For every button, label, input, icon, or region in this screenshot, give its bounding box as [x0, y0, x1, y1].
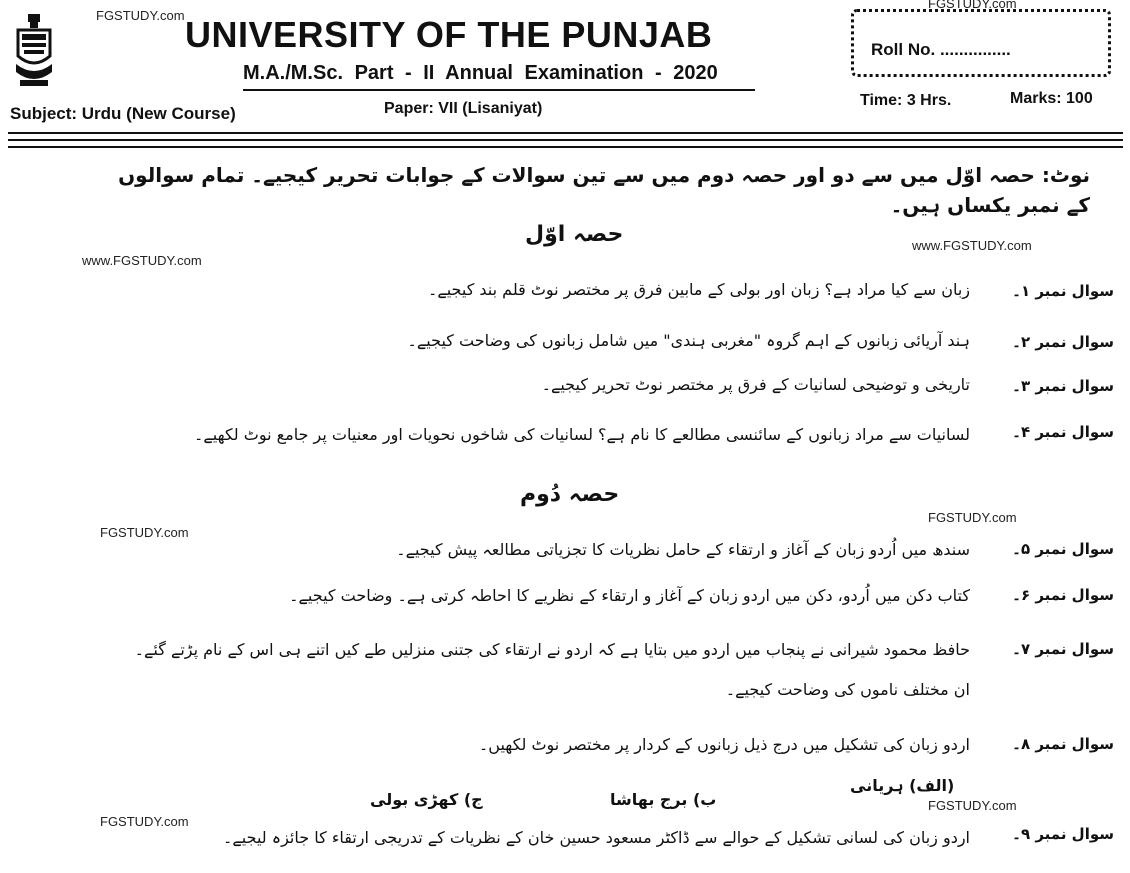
question-7-text-line-1: حافظ محمود شیرانی نے پنجاب میں اردو میں بتایا ہے کہ اردو نے ارتقاء کی جتنی منزلیں طے کیں اتنے ہی اس کے نام پڑتے گئے۔: [134, 640, 970, 659]
exam-title: M.A./M.Sc. Part - II Annual Examination - 2020: [243, 62, 718, 84]
watermark: FGSTUDY.com: [100, 814, 189, 829]
question-5-label: سوال نمبر ۵۔: [1012, 540, 1114, 558]
question-6-label: سوال نمبر ۶۔: [1012, 586, 1114, 604]
watermark: FGSTUDY.com: [928, 0, 1017, 11]
question-8-option-c: ج) کھڑی بولی: [370, 790, 483, 809]
watermark: FGSTUDY.com: [928, 798, 1017, 813]
question-3-label: سوال نمبر ۳۔: [1012, 377, 1114, 395]
watermark: FGSTUDY.com: [928, 510, 1017, 525]
section-2-title: حصہ دُوم: [520, 482, 620, 507]
question-2-text: ہند آریائی زبانوں کے اہم گروہ "مغربی ہندی" میں شامل زبانوں کی وضاحت کیجیے۔: [407, 331, 970, 350]
watermark-top-left: FGSTUDY.com: [96, 8, 185, 23]
university-title: UNIVERSITY OF THE PUNJAB: [185, 14, 713, 55]
watermark: www.FGSTUDY.com: [912, 238, 1032, 253]
question-3-text: تاریخی و توضیحی لسانیات کے فرق پر مختصر نوٹ تحریر کیجیے۔: [541, 375, 970, 394]
header-rule-2: [8, 139, 1123, 141]
section-1-title: حصہ اوّل: [525, 222, 624, 247]
question-8-label: سوال نمبر ۸۔: [1012, 735, 1114, 753]
question-9-label: سوال نمبر ۹۔: [1012, 825, 1114, 843]
question-4-label: سوال نمبر ۴۔: [1012, 423, 1114, 441]
watermark: www.FGSTUDY.com: [82, 253, 202, 268]
time-label: Time: 3 Hrs.: [860, 92, 952, 109]
question-6-text: کتاب دکن میں اُردو، دکن میں اردو زبان کے آغاز و ارتقاء کے نظریے کا احاطہ کرتی ہے۔ وضاحت کیجیے۔: [289, 586, 970, 605]
header-rule-3: [8, 146, 1123, 148]
question-8-text: اردو زبان کی تشکیل میں درج ذیل زبانوں کے کردار پر مختصر نوٹ لکھیں۔: [478, 735, 970, 754]
question-1-label: سوال نمبر ۱۔: [1012, 282, 1114, 300]
question-7-text-line-2: ان مختلف ناموں کی وضاحت کیجیے۔: [725, 680, 970, 699]
watermark: FGSTUDY.com: [100, 525, 189, 540]
question-4-text: لسانیات سے مراد زبانوں کے سائنسی مطالعے کا نام ہے؟ لسانیات کی شاخوں نحویات اور معنیات پر جامع نوٹ لکھیے۔: [194, 425, 970, 444]
question-2-label: سوال نمبر ۲۔: [1012, 333, 1114, 351]
question-9-text: اردو زبان کی لسانی تشکیل کے حوالے سے ڈاکٹر مسعود حسین خان کے نظریات کے تدریجی ارتقاء کا جائزہ لیجیے۔: [223, 828, 970, 847]
question-5-text: سندھ میں اُردو زبان کے آغاز و ارتقاء کے حامل نظریات کا تجزیاتی مطالعہ پیش کیجیے۔: [396, 540, 970, 559]
paper-label: Paper: VII (Lisaniyat): [384, 100, 543, 117]
question-7-label: سوال نمبر ۷۔: [1012, 640, 1114, 658]
question-8-option-a: (الف) ہریانی: [850, 776, 955, 795]
marks-label: Marks: 100: [1010, 90, 1093, 107]
university-logo: [12, 12, 56, 92]
question-8-option-b: ب) برج بھاشا: [610, 790, 717, 809]
exam-note: نوٹ: حصہ اوّل میں سے دو اور حصہ دوم میں سے تین سوالات کے جوابات تحریر کیجیے۔ تمام سوالوں کے نمبر یکساں ہیں۔: [118, 163, 1090, 217]
subject-label: Subject: Urdu (New Course): [10, 104, 236, 123]
exam-underline: [243, 89, 755, 91]
question-1-text: زبان سے کیا مراد ہے؟ زبان اور بولی کے مابین فرق پر مختصر نوٹ قلم بند کیجیے۔: [427, 280, 970, 299]
header-rule-1: [8, 132, 1123, 134]
roll-number-label: Roll No. ...............: [871, 40, 1011, 59]
